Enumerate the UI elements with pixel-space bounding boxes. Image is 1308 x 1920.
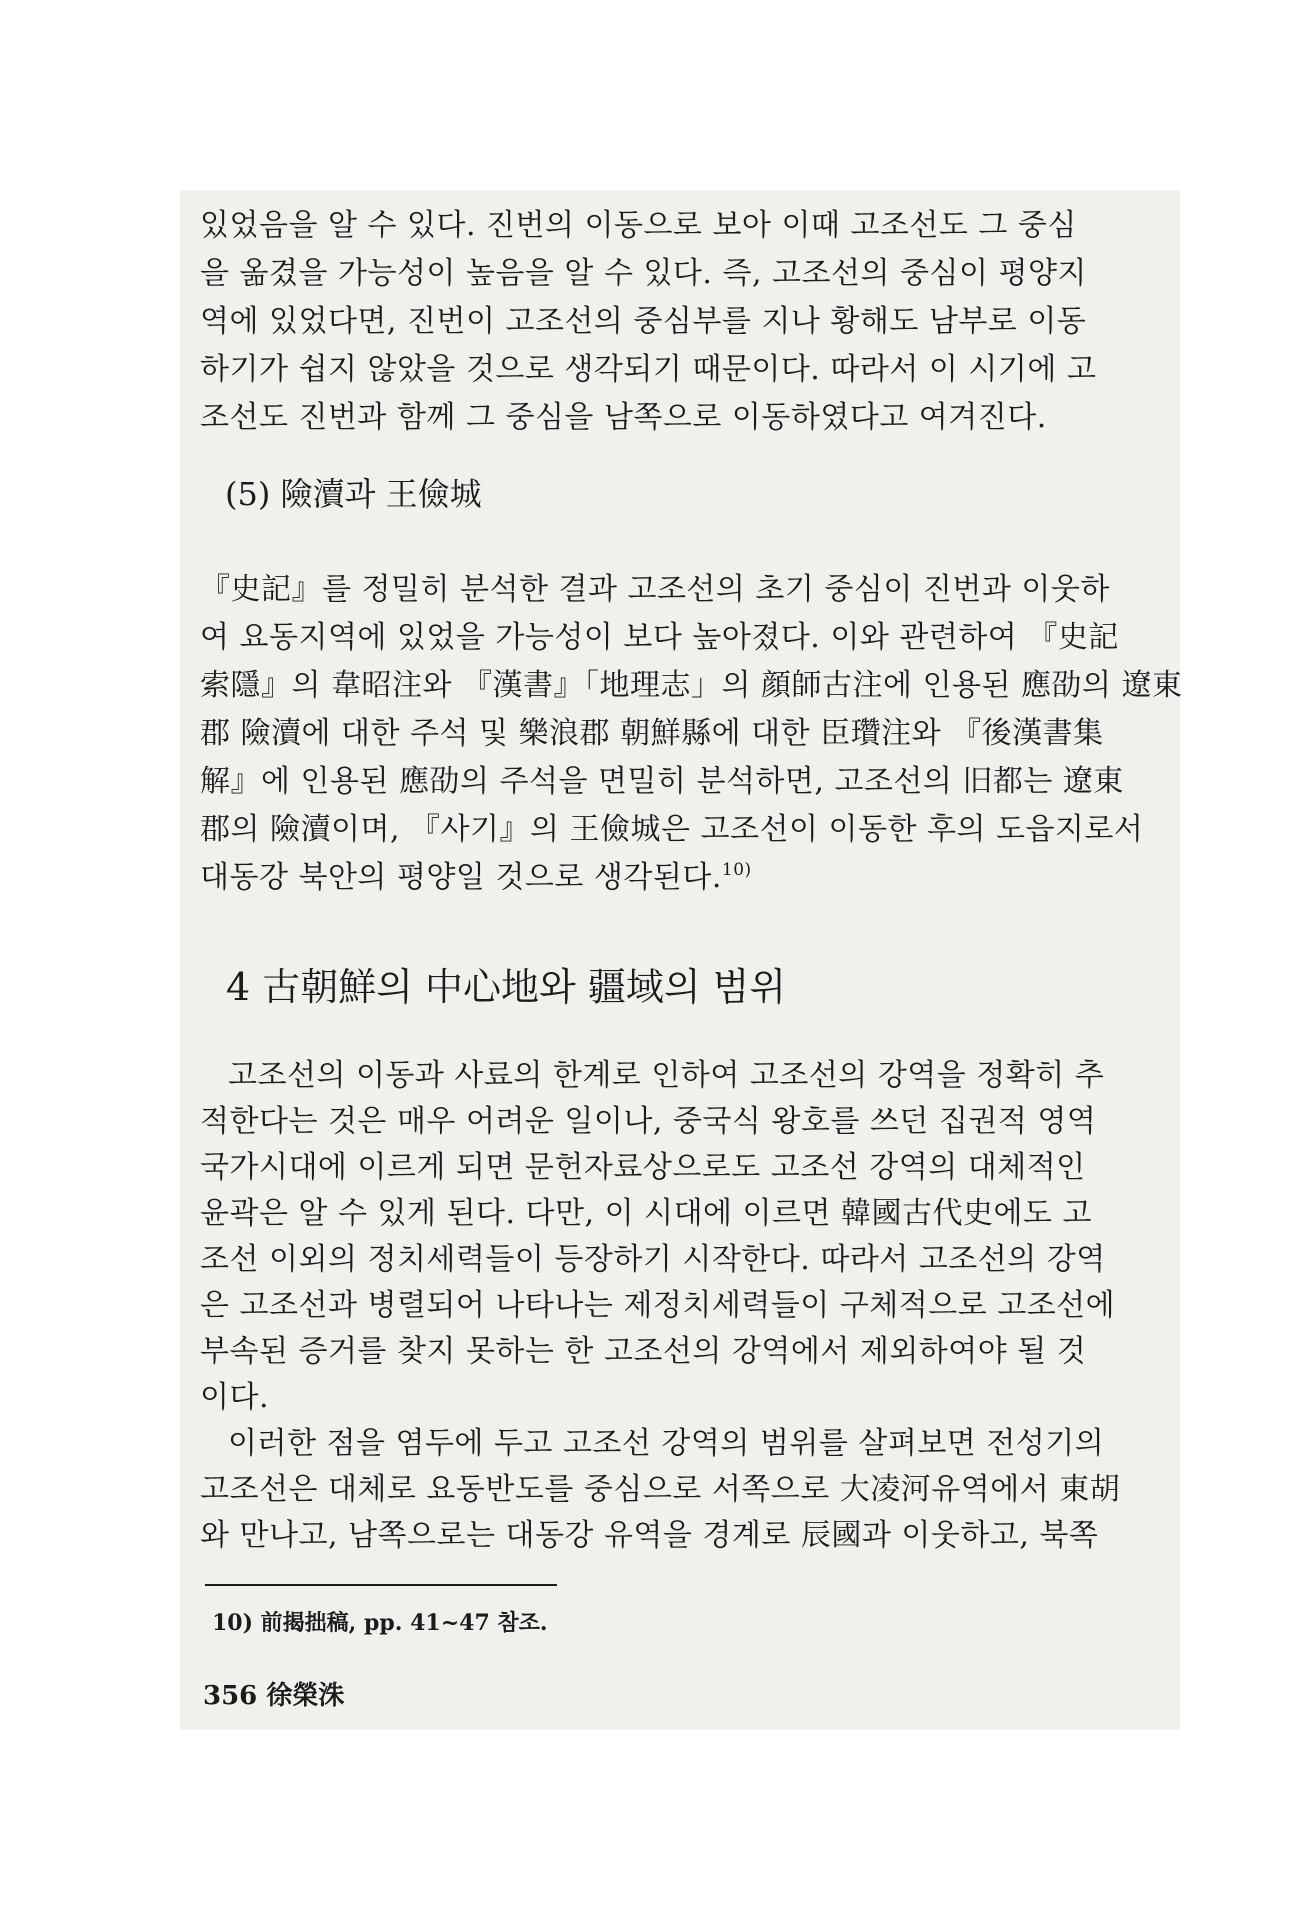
- chapter-heading: 4 古朝鮮의 中心地와 疆域의 범위: [226, 965, 787, 1009]
- text-line-content: 대동강 북안의 평양일 것으로 생각된다.: [200, 860, 722, 895]
- text-line: 적한다는 것은 매우 어려운 일이나, 중국식 왕호를 쓰던 집권적 영역: [200, 1104, 1097, 1139]
- footnote-reference: 10): [721, 860, 752, 880]
- paragraph-2: [200, 566, 1183, 902]
- text-line: 이러한 점을 염두에 두고 고조선 강역의 범위를 살펴보면 전성기의: [228, 1426, 1105, 1461]
- text-line: 『史記』를 정밀히 분석한 결과 고조선의 초기 중심이 진번과 이웃하: [200, 572, 1110, 607]
- text-line: 을 옮겼을 가능성이 높음을 알 수 있다. 즉, 고조선의 중심이 평양지: [200, 256, 1087, 291]
- text-line: 역에 있었다면, 진번이 고조선의 중심부를 지나 황해도 남부로 이동: [200, 304, 1087, 339]
- text-line: 郡 險瀆에 대한 주석 및 樂浪郡 朝鮮縣에 대한 臣瓚注와 『後漢書集: [200, 716, 1104, 751]
- text-line: 있었음을 알 수 있다. 진번의 이동으로 보아 이때 고조선도 그 중심: [200, 208, 1077, 243]
- paragraph-3: [200, 1053, 1160, 1559]
- author-name: 徐榮洙: [266, 1681, 345, 1711]
- text-line-last: [200, 854, 1160, 902]
- footnote-divider: [205, 1584, 557, 1586]
- text-line: 부속된 증거를 찾지 못하는 한 고조선의 강역에서 제외하여야 될 것: [200, 1334, 1087, 1369]
- text-line: 이다.: [200, 1380, 269, 1415]
- text-line: 郡의 險瀆이며, 『사기』의 王儉城은 고조선이 이동한 후의 도읍지로서: [200, 812, 1144, 847]
- text-line: 국가시대에 이르게 되면 문헌자료상으로도 고조선 강역의 대체적인: [200, 1150, 1086, 1185]
- footnote: 10) 前揭拙稿, pp. 41~47 참조.: [212, 1610, 548, 1636]
- text-line: 조선도 진번과 함께 그 중심을 남쪽으로 이동하였다고 여겨진다.: [200, 400, 1047, 435]
- paragraph-1: [200, 202, 1160, 442]
- page-number: 356: [203, 1681, 258, 1711]
- text-line: 고조선은 대체로 요동반도를 중심으로 서쪽으로 大凌河유역에서 東胡: [200, 1472, 1121, 1507]
- text-line: 윤곽은 알 수 있게 된다. 다만, 이 시대에 이르면 韓國古代史에도 고: [200, 1196, 1093, 1231]
- text-line: 고조선의 이동과 사료의 한계로 인하여 고조선의 강역을 정확히 추: [228, 1058, 1105, 1093]
- text-line: 은 고조선과 병렬되어 나타나는 제정치세력들이 구체적으로 고조선에: [200, 1288, 1116, 1323]
- text-line: 조선 이외의 정치세력들이 등장하기 시작한다. 따라서 고조선의 강역: [200, 1242, 1106, 1277]
- page-footer: [203, 1678, 344, 1714]
- text-line: 索隱』의 韋昭注와 『漢書』「地理志」의 顔師古注에 인용된 應劭의 遼東: [200, 668, 1183, 703]
- text-line: 와 만나고, 남쪽으로는 대동강 유역을 경계로 辰國과 이웃하고, 북쪽: [200, 1518, 1099, 1553]
- text-line: 解』에 인용된 應劭의 주석을 면밀히 분석하면, 고조선의 旧都는 遼東: [200, 764, 1124, 799]
- text-line: 여 요동지역에 있었을 가능성이 보다 높아졌다. 이와 관련하여 『史記: [200, 620, 1119, 655]
- section-heading: (5) 險瀆과 王儉城: [225, 475, 482, 513]
- text-line: 하기가 쉽지 않았을 것으로 생각되기 때문이다. 따라서 이 시기에 고: [200, 352, 1097, 387]
